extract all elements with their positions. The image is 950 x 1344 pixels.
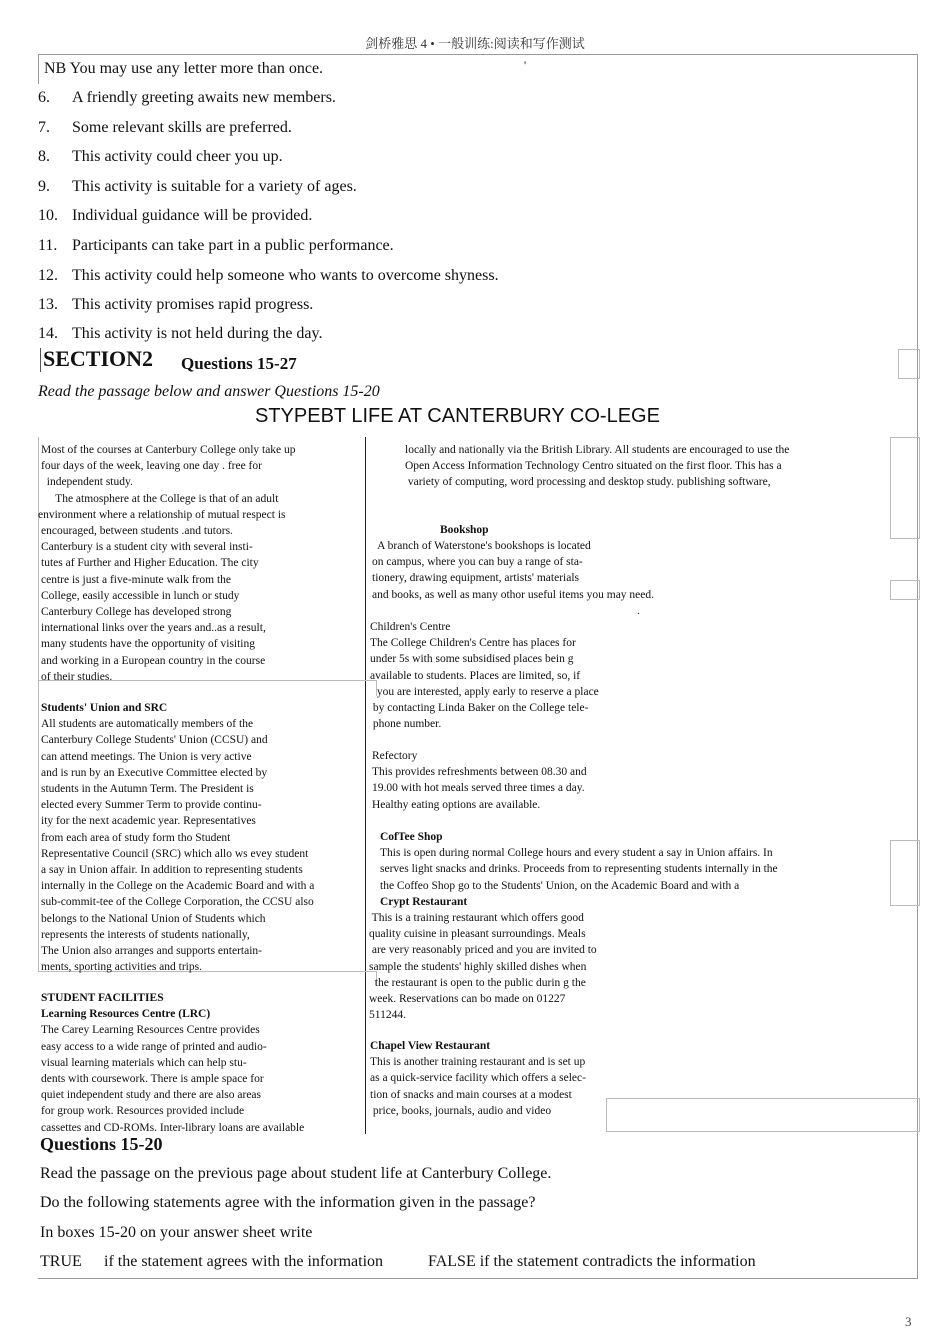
students-union-heading: Students' Union and SRC xyxy=(41,702,168,714)
margin-box-1 xyxy=(898,349,920,379)
frame-left-line xyxy=(38,54,39,84)
text-line: sample the students' highly skilled dishes when xyxy=(369,960,587,973)
text-line: sub-commit-tee of the College Corporation, the CCSU also xyxy=(41,896,314,909)
margin-box-5 xyxy=(606,1098,920,1132)
text-line: Open Access Information Technology Centro situated on the first floor. This has a xyxy=(405,460,782,473)
text-line: dents with coursework. There is ample space for xyxy=(41,1073,264,1086)
true-label: TRUE xyxy=(40,1253,82,1270)
text-line: 511244. xyxy=(369,1009,406,1022)
students-union-section xyxy=(41,700,314,975)
chapel-view-heading: Chapel View Restaurant xyxy=(370,1040,491,1052)
question-number: 10. xyxy=(38,207,58,224)
margin-box-3 xyxy=(890,580,920,600)
text-line: The atmosphere at the College is that of an adult xyxy=(41,492,279,505)
text-line: centre is just a five-minute walk from the xyxy=(41,573,232,586)
question-text: A friendly greeting awaits new members. xyxy=(72,89,336,106)
text-line: four days of the week, leaving one day . free for xyxy=(41,460,262,473)
text-line: belongs to the National Union of Students which xyxy=(41,912,266,925)
childrens-centre-heading: Children's Centre xyxy=(370,621,451,633)
coffee-shop-heading: CofTee Shop xyxy=(380,831,443,843)
text-line: internally in the College on the Academic Board and with a xyxy=(41,880,315,893)
q1520-line: Do the following statements agree with the information given in the passage? xyxy=(40,1194,536,1211)
q1520-heading: Questions 15-20 xyxy=(40,1134,163,1154)
question-text: This activity promises rapid progress. xyxy=(72,296,314,313)
text-line: ity for the next academic year. Representatives xyxy=(41,815,256,828)
section-left-tick xyxy=(40,348,41,372)
page-number: 3 xyxy=(905,1314,912,1329)
question-number: 9. xyxy=(38,178,50,195)
q1520-line: In boxes 15-20 on your answer sheet write xyxy=(40,1224,313,1241)
question-number: 14. xyxy=(38,325,58,342)
frame-right-line xyxy=(917,54,918,1279)
crypt-restaurant-section xyxy=(369,910,597,1023)
text-line: and working in a European country in the course xyxy=(41,654,266,667)
text-line: Canterbury College has developed strong xyxy=(41,606,232,619)
text-line: and books, as well as many othor useful items you may need. xyxy=(372,588,655,601)
text-line: from each area of study form tho Student xyxy=(41,831,231,844)
text-line: tutes af Further and Higher Education. The city xyxy=(41,557,259,570)
question-text: This activity could cheer you up. xyxy=(72,148,283,165)
text-line: Most of the courses at Canterbury College only take up xyxy=(41,444,296,456)
text-line: by contacting Linda Baker on the College tele- xyxy=(370,702,589,715)
text-line: as a quick-service facility which offers a selec- xyxy=(370,1072,586,1085)
text-line: represents the interests of students nationally, xyxy=(41,928,250,941)
text-line: The College Children's Centre has places for xyxy=(370,637,576,650)
section-label: SECTION2 xyxy=(43,346,154,371)
text-line: All students are automatically members of the xyxy=(41,718,254,731)
text-line: international links over the years and..as a result, xyxy=(41,622,266,635)
question-number: 11. xyxy=(38,237,58,254)
text-line: a say in Union affair. In addition to representing students xyxy=(41,864,303,877)
text-line: week. Reservations can bo made on 01227 xyxy=(369,993,566,1006)
question-text: This activity is not held during the day. xyxy=(72,325,323,342)
refectory-heading: Refectory xyxy=(372,750,418,762)
text-line: Representative Council (SRC) which allo ws evey student xyxy=(41,847,309,860)
section-questions: Questions 15-27 xyxy=(181,354,297,373)
text-line: you are interested, apply early to reserve a place xyxy=(374,685,599,698)
crypt-restaurant-heading: Crypt Restaurant xyxy=(380,895,468,908)
question-number: 6. xyxy=(38,89,50,106)
text-line: College, easily accessible in lunch or study xyxy=(41,589,240,602)
question-number: 13. xyxy=(38,296,58,313)
text-line: tion of snacks and main courses at a modest xyxy=(370,1088,572,1101)
text-line: ments, sporting activities and trips. xyxy=(41,961,202,974)
student-facilities-section xyxy=(41,990,304,1136)
true-definition: if the statement agrees with the information xyxy=(104,1253,384,1270)
column-divider xyxy=(365,437,366,1134)
frame-top-line xyxy=(38,54,918,55)
nb-note: NB You may use any letter more than once. xyxy=(44,60,324,77)
coffee-shop-section xyxy=(380,829,778,910)
bookshop-heading: Bookshop xyxy=(440,524,489,536)
text-line: students in the Autumn Term. The President is xyxy=(41,783,254,796)
text-line: variety of computing, word processing and desktop study. publishing software, xyxy=(405,476,771,489)
text-line: quiet independent study and there are also areas xyxy=(41,1089,262,1102)
refectory-section xyxy=(372,748,587,813)
text-line: of their studies. xyxy=(41,670,113,683)
question-text: Individual guidance will be provided. xyxy=(72,207,313,224)
chapel-view-section xyxy=(370,1038,586,1119)
text-line: price, books, journals, audio and video xyxy=(370,1104,552,1117)
instruction: Read the passage below and answer Questions 15-20 xyxy=(38,383,380,400)
text-line: tionery, drawing equipment, artists' materials xyxy=(372,572,579,585)
text-line: A branch of Waterstone's bookshops is located xyxy=(372,540,591,552)
text-line: available to students. Places are limited, so, if xyxy=(370,669,581,682)
text-line: Canterbury College Students' Union (CCSU) and xyxy=(41,734,268,747)
text-line: elected every Summer Term to provide continu- xyxy=(41,799,262,812)
text-line: This is open during normal College hours and every student a say in Union affairs. In xyxy=(380,847,773,860)
margin-box-2 xyxy=(890,437,920,539)
text-line: environment where a relationship of mutual respect is xyxy=(38,508,286,521)
childrens-centre-section xyxy=(370,619,599,732)
text-line: serves light snacks and drinks. Proceeds from to representing students internally in the xyxy=(380,863,778,876)
page-header: 剑桥雅思 4 • 一般训练:阅读和写作测试 xyxy=(365,36,585,51)
text-line: This is a training restaurant which offers good xyxy=(369,912,584,924)
text-line: locally and nationally via the British Library. All students are encouraged to use the xyxy=(405,444,790,456)
passage-title: STYPEBT LIFE AT CANTERBURY CO-LEGE xyxy=(255,405,660,427)
question-number: 7. xyxy=(38,119,50,136)
lrc-heading: Learning Resources Centre (LRC) xyxy=(41,1008,211,1021)
text-line: the Coffeo Shop go to the Students' Union, on the Academic Board and with a xyxy=(380,879,740,892)
text-line: The Union also arranges and supports entertain- xyxy=(41,945,262,958)
question-text: This activity could help someone who wants to overcome shyness. xyxy=(72,267,499,284)
margin-box-4 xyxy=(890,840,920,906)
text-line: Healthy eating options are available. xyxy=(372,798,541,811)
question-text: Some relevant skills are preferred. xyxy=(72,119,292,136)
q1520-line: Read the passage on the previous page about student life at Canterbury College. xyxy=(40,1165,552,1182)
text-line: many students have the opportunity of visiting xyxy=(41,638,256,651)
text-line: visual learning materials which can help stu- xyxy=(41,1056,247,1069)
false-definition: FALSE if the statement contradicts the information xyxy=(428,1253,756,1270)
text-line: independent study. xyxy=(41,476,133,489)
text-line: phone number. xyxy=(370,718,442,731)
text-line: the restaurant is open to the public durin g the xyxy=(369,976,586,989)
text-line: This provides refreshments between 08.30 and xyxy=(372,766,587,779)
bookshop-section xyxy=(372,538,654,603)
text-line: can attend meetings. The Union is very active xyxy=(41,750,252,763)
text-line: quality cuisine in pleasant surroundings. Meals xyxy=(369,928,586,941)
student-facilities-heading: STUDENT FACILITIES xyxy=(41,992,164,1004)
intro-paragraphs xyxy=(38,442,296,685)
text-line: are very reasonably priced and you are invited to xyxy=(369,944,597,957)
text-line: on campus, where you can buy a range of sta- xyxy=(372,556,583,569)
question-number: 12. xyxy=(38,267,58,284)
text-line: under 5s with some subsidised places bein g xyxy=(370,653,574,666)
text-line: cassettes and CD-ROMs. Inter-library loans are available xyxy=(41,1121,305,1134)
text-line: for group work. Resources provided include xyxy=(41,1105,245,1118)
text-line: easy access to a wide range of printed and audio- xyxy=(41,1040,267,1053)
stray-mark: ' xyxy=(524,58,527,72)
text-line: This is another training restaurant and is set up xyxy=(370,1056,586,1069)
text-line: The Carey Learning Resources Centre provides xyxy=(41,1024,260,1037)
text-line: 19.00 with hot meals served three times a day. xyxy=(372,782,585,795)
question-text: This activity is suitable for a variety of ages. xyxy=(72,178,357,195)
stray-dot: . xyxy=(637,605,640,617)
text-line: encouraged, between students .and tutors. xyxy=(41,525,233,538)
frame-bottom-line xyxy=(38,1278,918,1279)
text-line: Canterbury is a student city with several insti- xyxy=(41,541,253,554)
question-number: 8. xyxy=(38,148,50,165)
lrc-continuation xyxy=(405,442,789,491)
question-text: Participants can take part in a public performance. xyxy=(72,237,394,254)
text-line: and is run by an Executive Committee elected by xyxy=(41,766,268,779)
